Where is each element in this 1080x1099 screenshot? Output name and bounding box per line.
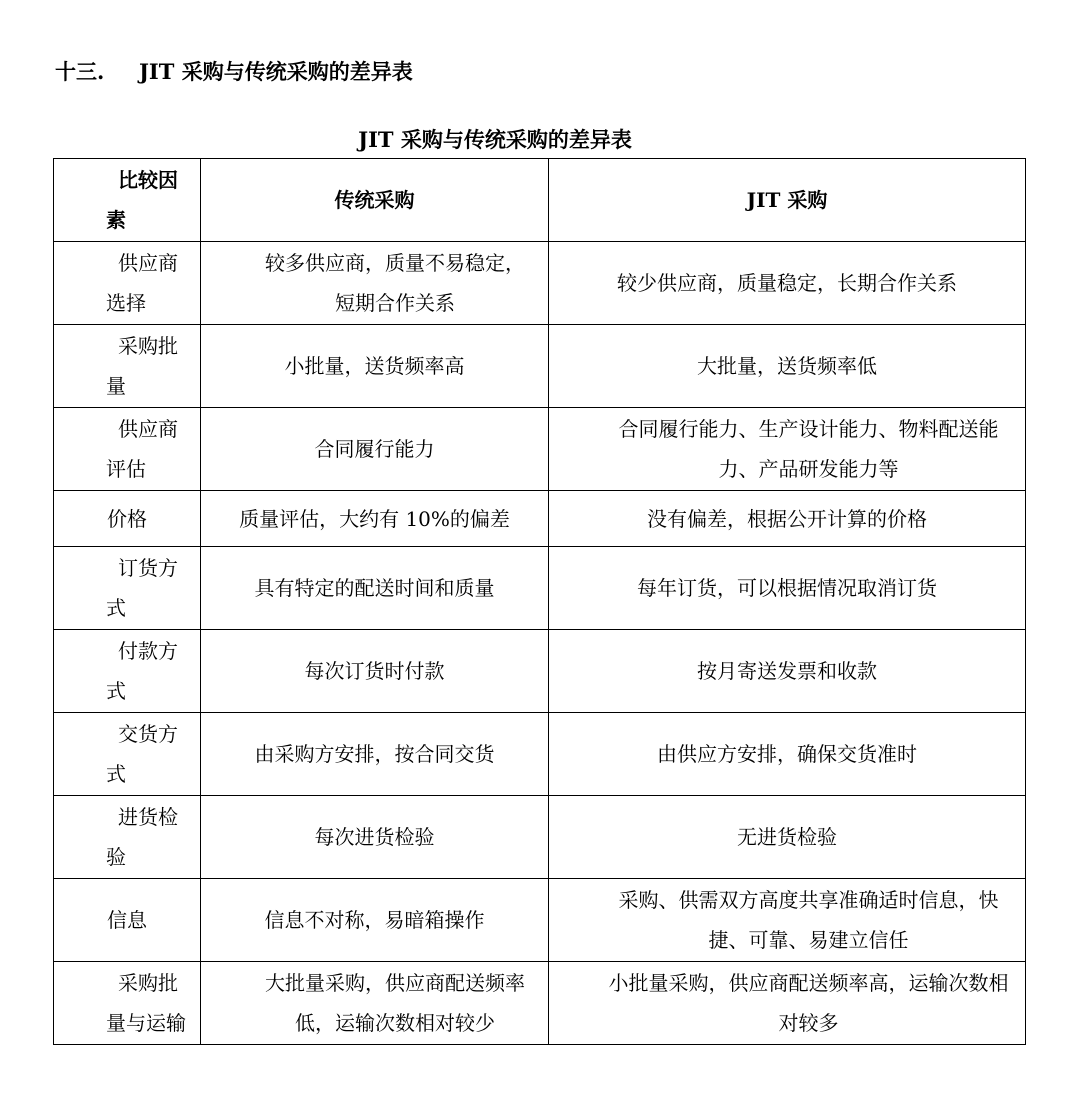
row-traditional: 小批量，送货频率高 (201, 325, 549, 408)
table-row (54, 962, 1026, 1045)
comparison-table (53, 158, 1026, 1045)
row-traditional: 由采购方安排，按合同交货 (201, 713, 549, 796)
row-traditional: 信息不对称，易暗箱操作 (201, 879, 549, 962)
row-jit: 没有偏差，根据公开计算的价格 (549, 491, 1026, 547)
row-jit: 合同履行能力、生产设计能力、物料配送能力、产品研发能力等 (549, 408, 1026, 491)
row-factor: 价格 (54, 491, 201, 547)
header-jit: JIT 采购 (549, 159, 1026, 242)
table-row (54, 547, 1026, 630)
section-heading (55, 56, 413, 86)
section-title: JIT 采购与传统采购的差异表 (139, 59, 413, 84)
table-row (54, 491, 1026, 547)
row-traditional: 每次进货检验 (201, 796, 549, 879)
row-factor: 交货方式 (54, 713, 201, 796)
table-row (54, 879, 1026, 962)
table-row (54, 630, 1026, 713)
table-row (54, 713, 1026, 796)
section-number: 十三. (55, 59, 105, 84)
table-row (54, 796, 1026, 879)
row-factor: 供应商评估 (54, 408, 201, 491)
row-traditional: 具有特定的配送时间和质量 (201, 547, 549, 630)
row-traditional: 每次订货时付款 (201, 630, 549, 713)
row-jit: 小批量采购，供应商配送频率高，运输次数相对较多 (549, 962, 1026, 1045)
row-factor: 采购批量与运输 (54, 962, 201, 1045)
row-traditional: 质量评估，大约有 10%的偏差 (201, 491, 549, 547)
row-jit: 较少供应商，质量稳定，长期合作关系 (549, 242, 1026, 325)
table-row (54, 325, 1026, 408)
table-row (54, 242, 1026, 325)
row-jit: 每年订货，可以根据情况取消订货 (549, 547, 1026, 630)
row-traditional: 大批量采购，供应商配送频率低，运输次数相对较少 (201, 962, 549, 1045)
row-traditional: 合同履行能力 (201, 408, 549, 491)
row-jit: 采购、供需双方高度共享准确适时信息，快捷、可靠、易建立信任 (549, 879, 1026, 962)
table-caption: JIT 采购与传统采购的差异表 (358, 127, 632, 152)
row-factor: 付款方式 (54, 630, 201, 713)
table-row (54, 408, 1026, 491)
row-factor: 供应商选择 (54, 242, 201, 325)
row-traditional: 较多供应商，质量不易稳定，短期合作关系 (201, 242, 549, 325)
table-header-row (54, 159, 1026, 242)
header-factor: 比较因素 (54, 159, 201, 242)
row-factor: 采购批量 (54, 325, 201, 408)
row-factor: 信息 (54, 879, 201, 962)
header-traditional: 传统采购 (201, 159, 549, 242)
row-factor: 订货方式 (54, 547, 201, 630)
row-jit: 按月寄送发票和收款 (549, 630, 1026, 713)
row-jit: 无进货检验 (549, 796, 1026, 879)
row-factor: 进货检验 (54, 796, 201, 879)
row-jit: 大批量，送货频率低 (549, 325, 1026, 408)
row-jit: 由供应方安排，确保交货准时 (549, 713, 1026, 796)
